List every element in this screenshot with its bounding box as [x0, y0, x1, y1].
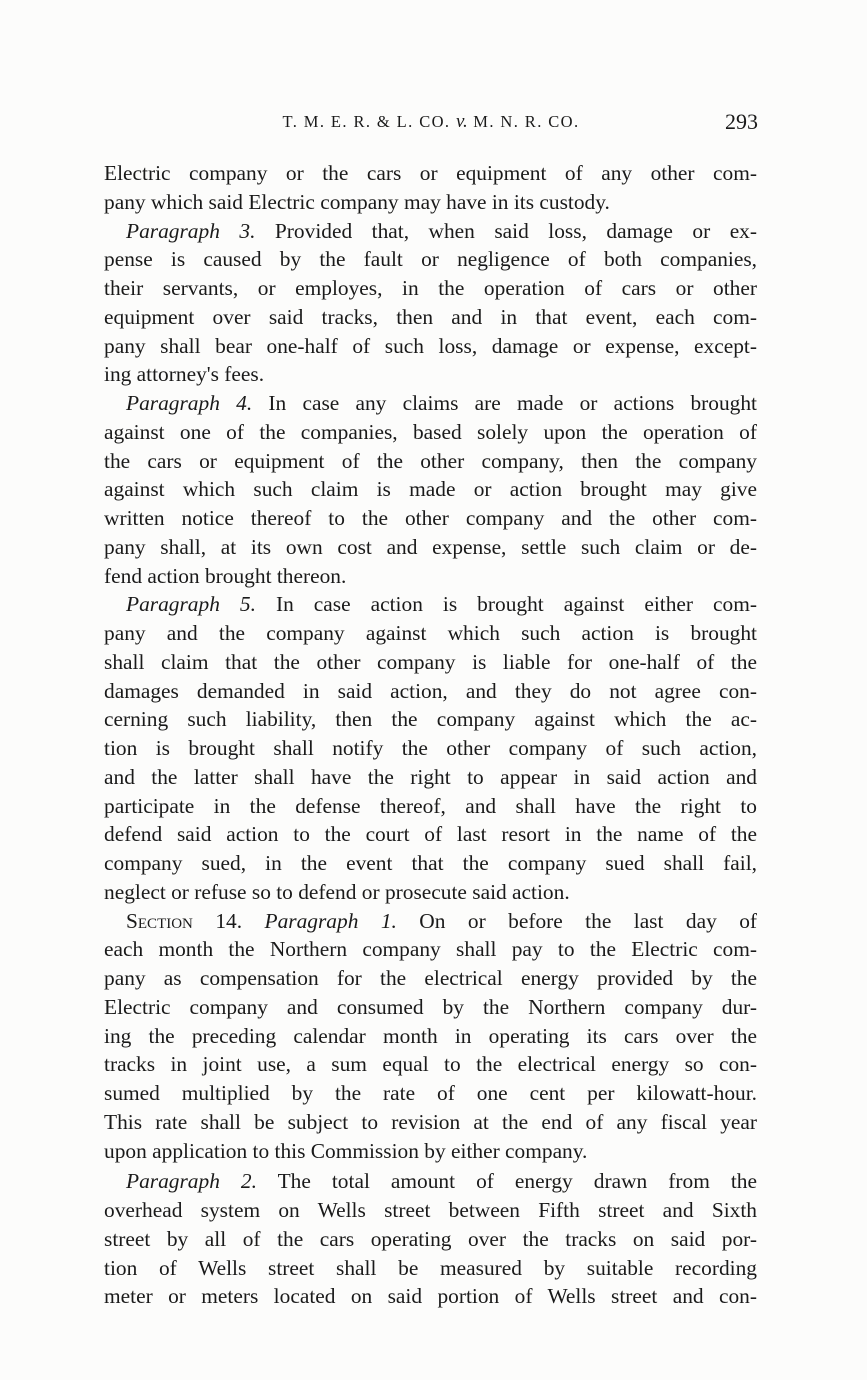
- text-run: against one of the companies, based solely upon the operation of: [104, 419, 757, 444]
- text-run: damages demanded in said action, and they do not agree con-: [104, 678, 757, 703]
- text-line: [104, 734, 757, 763]
- text-run: In case action is brought against either com-: [255, 592, 758, 617]
- text-line: [104, 1196, 757, 1225]
- text-line: [104, 332, 757, 361]
- paragraph-label: Paragraph 3.: [126, 218, 256, 243]
- text-line: [104, 763, 757, 792]
- text-line: [104, 677, 757, 706]
- text-run: pany shall bear one-half of such loss, damage or expense, except-: [104, 333, 757, 358]
- text-line: [104, 360, 757, 389]
- text-line: [104, 447, 757, 476]
- text-run: ing the preceding calendar month in operating its cars over the: [104, 1023, 757, 1048]
- text-line: [104, 303, 757, 332]
- text-line: [104, 389, 757, 418]
- text-run: the cars or equipment of the other company, then the company: [104, 448, 757, 473]
- text-line: [104, 993, 757, 1022]
- text-line: [104, 562, 757, 591]
- text-run: pany as compensation for the electrical energy provided by the: [104, 966, 757, 990]
- text-run: written notice thereof to the other company and the other com-: [104, 506, 757, 530]
- paragraph-label: Paragraph 4.: [126, 391, 253, 415]
- text-line: [104, 418, 757, 447]
- body-text: [104, 159, 757, 1311]
- text-line: [104, 619, 757, 648]
- text-line: [104, 217, 757, 246]
- text-line: [104, 1282, 757, 1311]
- text-run: and the latter shall have the right to appear in said action and: [104, 764, 757, 789]
- text-line: [104, 590, 757, 619]
- text-line: [104, 1050, 757, 1079]
- text-line: [104, 245, 757, 274]
- text-run: On or before the last day of: [396, 908, 758, 933]
- text-line: [104, 1022, 757, 1051]
- text-line: [104, 504, 757, 533]
- paragraph-label: Paragraph 1.: [264, 908, 397, 933]
- text-run: pany which said Electric company may have in its custody.: [104, 189, 610, 214]
- paragraph-label: Paragraph 2.: [126, 1169, 257, 1194]
- text-run: Electric company or the cars or equipment of any other com-: [104, 161, 757, 185]
- text-run: tracks in joint use, a sum equal to the electrical energy so con-: [104, 1052, 757, 1077]
- text-run: defend said action to the court of last resort in the name of the: [104, 822, 757, 847]
- text-run: neglect or refuse so to defend or prosecute said action.: [104, 879, 570, 904]
- text-run: each month the Northern company shall pay to the Electric com-: [104, 937, 757, 962]
- text-run: Electric company and consumed by the Northern company dur-: [104, 994, 757, 1019]
- text-run: equipment over said tracks, then and in that event, each com-: [104, 304, 757, 329]
- text-run: participate in the defense thereof, and shall have the right to: [104, 793, 757, 818]
- text-run: tion is brought shall notify the other company of such action,: [104, 736, 757, 760]
- text-run: street by all of the cars operating over the tracks on said por-: [104, 1226, 757, 1251]
- text-line: [104, 274, 757, 303]
- running-head: [104, 106, 758, 138]
- text-line: [104, 648, 757, 677]
- text-run: overhead system on Wells street between Fifth street and Sixth: [104, 1198, 757, 1222]
- text-run: fend action brought thereon.: [104, 563, 347, 588]
- text-run: against which such claim is made or action brought may give: [104, 477, 757, 502]
- text-run: sumed multiplied by the rate of one cent per kilowatt-hour.: [104, 1081, 757, 1105]
- text-line: [104, 907, 757, 936]
- text-run: cerning such liability, then the company against which the ac-: [104, 707, 757, 732]
- text-line: [104, 849, 757, 878]
- text-run: In case any claims are made or actions brought: [252, 391, 757, 415]
- text-line: [104, 159, 757, 188]
- text-line: [104, 964, 757, 993]
- running-title-parties: T. M. E. R. & L. CO.: [282, 112, 451, 131]
- text-run: 14.: [192, 908, 265, 933]
- text-line: [104, 475, 757, 504]
- text-run: ing attorney's fees.: [104, 362, 265, 387]
- text-run: upon application to this Commission by either company.: [104, 1138, 588, 1163]
- text-run: tion of Wells street shall be measured by suitable recording: [104, 1255, 757, 1280]
- text-line: [104, 1108, 757, 1137]
- text-run: Provided that, when said loss, damage or ex-: [255, 218, 758, 243]
- text-run: meter or meters located on said portion of Wells street and con-: [104, 1284, 757, 1309]
- text-run: pany shall, at its own cost and expense, settle such claim or de-: [104, 534, 757, 559]
- text-run: shall claim that the other company is liable for one-half of the: [104, 649, 757, 674]
- text-line: [104, 1137, 757, 1166]
- text-line: [104, 792, 757, 821]
- text-line: [104, 533, 757, 562]
- text-run: This rate shall be subject to revision at the end of any fiscal year: [104, 1109, 757, 1134]
- text-line: [104, 820, 757, 849]
- page-number: 293: [725, 109, 758, 134]
- text-line: [104, 935, 757, 964]
- text-run: pany and the company against which such action is brought: [104, 621, 757, 645]
- text-run: company sued, in the event that the company sued shall fail,: [104, 851, 757, 875]
- text-line: [104, 1254, 757, 1283]
- running-title-versus: v.: [455, 111, 468, 132]
- text-line: [104, 1225, 757, 1254]
- section-label: Section: [126, 908, 193, 933]
- text-run: pense is caused by the fault or negligence of both companies,: [104, 247, 757, 272]
- text-line: [104, 705, 757, 734]
- text-line: [104, 1167, 757, 1196]
- text-run: their servants, or employes, in the operation of cars or other: [104, 276, 757, 300]
- running-title: [104, 106, 758, 138]
- text-line: [104, 188, 757, 217]
- text-run: The total amount of energy drawn from the: [256, 1169, 757, 1194]
- paragraph-label: Paragraph 5.: [126, 592, 256, 617]
- text-line: [104, 1079, 757, 1108]
- running-title-respondent: M. N. R. CO.: [473, 112, 580, 131]
- text-line: [104, 878, 757, 907]
